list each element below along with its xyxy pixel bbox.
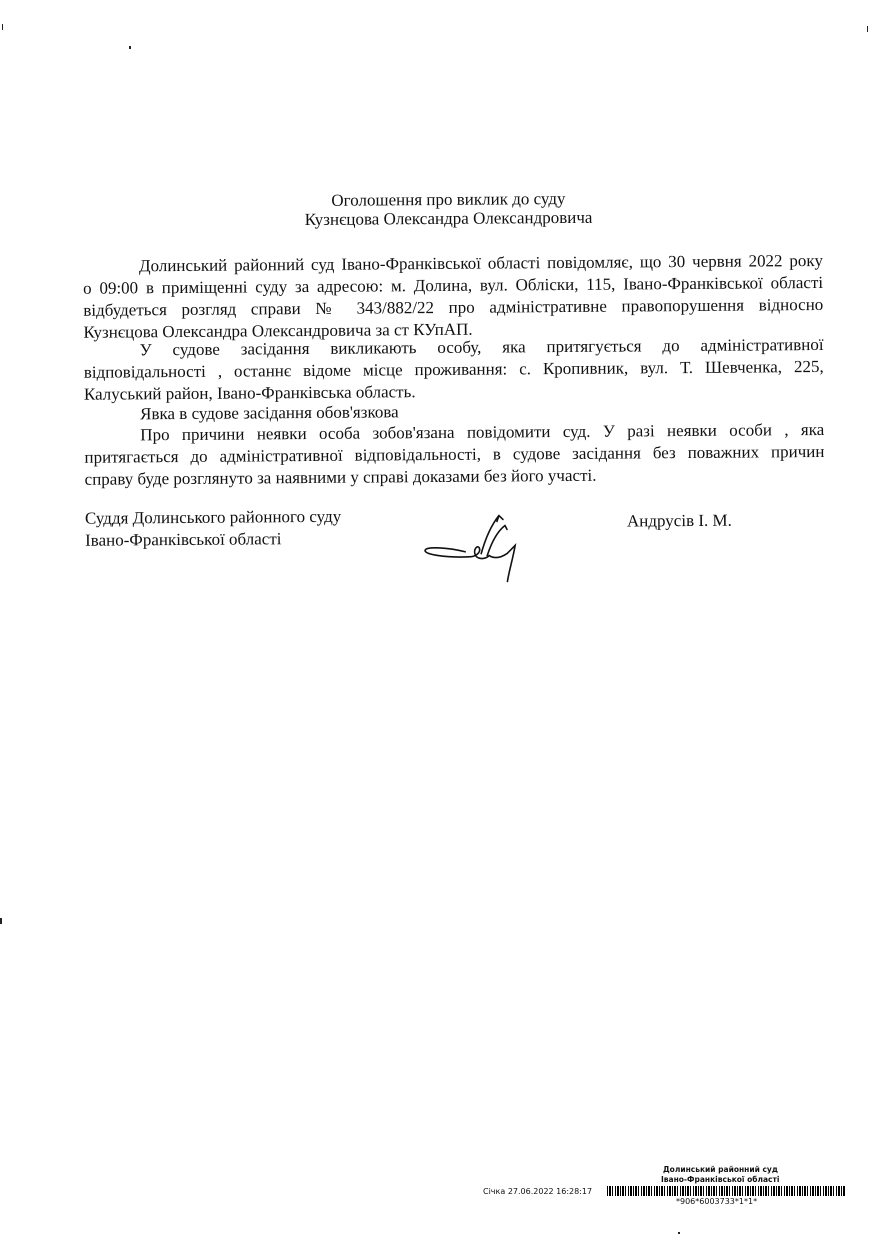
judge-position [85, 506, 342, 552]
scan-artifact [867, 26, 868, 32]
scan-artifact [129, 46, 131, 49]
judge-position-line1: Суддя Долинського районного суду [84, 506, 342, 528]
paragraph-absence-consequences [84, 419, 824, 491]
text-line: Про причини неявки особа зобов'язана повідомити суд. У разі неявки особи , яка [140, 419, 825, 445]
scan-artifact [0, 918, 2, 924]
text-line: притягається до адміністративної відповідальності, в судове засідання без поважних причин [84, 441, 825, 467]
scan-artifact [678, 1232, 680, 1234]
paragraph-hearing-notice [83, 250, 824, 344]
judge-name: Андрусів І. М. [626, 510, 732, 531]
text-line: Кузнєцова Олександра Олександровича за ст КУпАП. [83, 319, 473, 342]
judge-position-line2: Івано-Франківської області [85, 529, 282, 550]
text-line: Явка в судове засідання обов'язкова [140, 402, 399, 424]
paragraph-summoned-person [84, 334, 824, 406]
text-line: Калуський район, Івано-Франківська область. [83, 382, 416, 404]
document-subtitle-person: Кузнєцова Олександра Олександровича [304, 207, 593, 230]
stamp-court-region: Івано-Франківської області [661, 1175, 780, 1184]
text-line: Долинський районний суд Івано-Франківської області повідомляє, що 30 червня 2022 року [138, 250, 823, 276]
barcode-number: *906*6003733*1*1* [676, 1197, 758, 1206]
stamp-datetime: Січка 27.06.2022 16:28:17 [483, 1187, 593, 1196]
text-line: У судове засідання викликають особу, яка притягується до адміністративної [139, 334, 824, 360]
text-line: справу буде розглянуто за наявними у справі доказами без його участі. [84, 465, 597, 489]
court-registration-stamp [480, 1165, 860, 1215]
barcode-icon [607, 1186, 845, 1196]
text-line: відбудеться розгляд справи № 343/882/22 про адміністративне правопорушення відносно [83, 294, 824, 320]
stamp-court-name: Долинський районний суд [663, 1165, 778, 1174]
text-line: відповідальності , останнє відоме місце проживання: с. Кропивник, вул. Т. Шевченка, 225, [83, 356, 824, 382]
scan-artifact [2, 24, 3, 30]
document-title: Оголошення про виклик до суду [331, 188, 566, 210]
text-line: о 09:00 в приміщенні суду за адресою: м. Долина, вул. Обліски, 115, Івано-Франківської області [83, 272, 824, 298]
handwritten-signature-icon [419, 507, 530, 588]
